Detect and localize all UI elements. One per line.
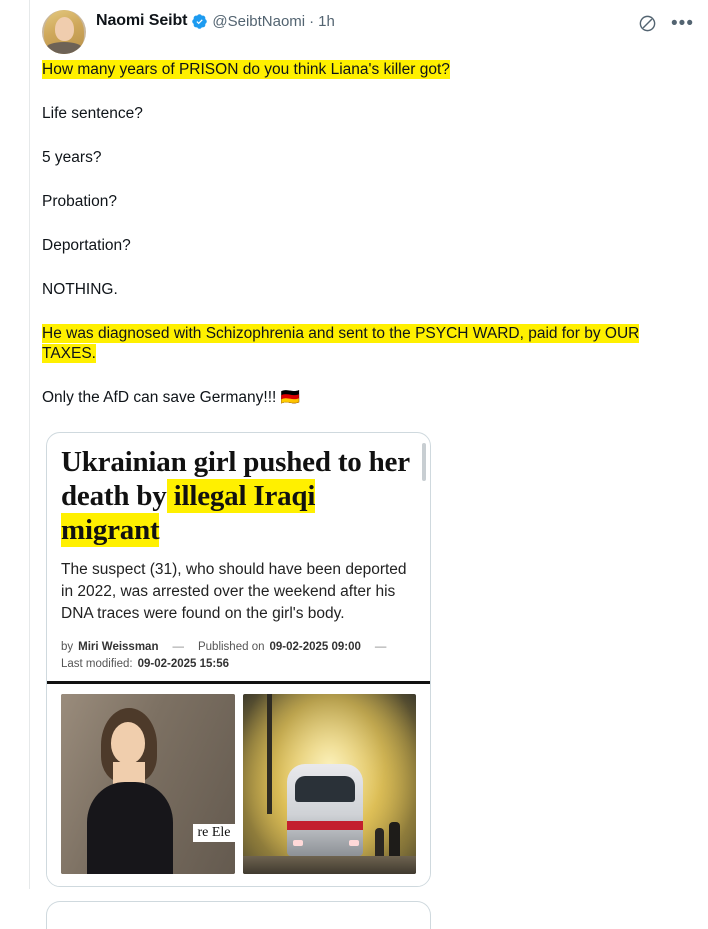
author-line (96, 10, 628, 30)
byline-dash-2: — (374, 641, 387, 653)
article-images (47, 684, 430, 886)
tweet-body (42, 60, 694, 408)
verified-badge-icon (191, 13, 208, 30)
tweet-paragraph-5: Deportation? (42, 237, 131, 254)
byline-published-value: 09-02-2025 09:00 (269, 641, 361, 653)
tweet-paragraph-1-text: How many years of PRISON do you think Liana's killer got? (42, 61, 450, 78)
article-byline (61, 639, 416, 681)
tweet-paragraph-3: 5 years? (42, 149, 102, 166)
article-card[interactable] (46, 432, 431, 887)
tweet-paragraph-1 (42, 60, 694, 80)
article-headline-plain: Ukrainian girl pushed to her death by (61, 446, 410, 512)
avatar[interactable] (42, 10, 86, 54)
article-headline-highlight: illegal Iraqi migrant (61, 480, 316, 546)
tweet-paragraph-8: Only the AfD can save Germany!!! 🇩🇪 (42, 389, 300, 406)
tweet-paragraph-7 (42, 324, 694, 364)
train-scene-photo[interactable] (243, 694, 417, 874)
header-actions (638, 10, 694, 33)
next-card-preview[interactable] (46, 901, 431, 929)
photo-rail (243, 856, 417, 874)
photo-train-light-left (293, 840, 303, 846)
photo-person-body (87, 782, 173, 874)
victim-photo[interactable] (61, 694, 235, 874)
byline-author: Miri Weissman (78, 641, 159, 653)
photo-pole (267, 694, 272, 814)
tweet-header (42, 10, 694, 54)
author-handle[interactable]: @SeibtNaomi (212, 12, 306, 30)
article-deck: The suspect (31), who should have been deported in 2022, was arrested over the weekend after his DNA traces were found on the girl's body. (61, 561, 407, 622)
photo-person-face (111, 722, 145, 764)
byline-dash-1: — (172, 641, 184, 653)
tweet-paragraph-7-text: He was diagnosed with Schizophrenia and sent to the PSYCH WARD, paid for by OUR TAXES. (42, 325, 640, 362)
avatar-face (55, 17, 74, 41)
byline-by-label: by (61, 641, 74, 653)
photo-train-band (287, 821, 363, 830)
header-separator: · (309, 12, 315, 30)
byline-modified-value: 09-02-2025 15:56 (137, 658, 230, 670)
photo-bystander-2 (375, 828, 384, 856)
byline-published-label: Published on (197, 641, 265, 653)
tweet-paragraph-4: Probation? (42, 193, 117, 210)
article-headline (61, 445, 416, 547)
card-scrollbar[interactable] (422, 443, 426, 481)
left-gutter (0, 0, 30, 889)
avatar-shoulders (46, 42, 82, 54)
more-options-icon[interactable]: ••• (671, 12, 694, 34)
tweet-paragraph-2: Life sentence? (42, 105, 143, 122)
photo-train-window (295, 776, 355, 802)
tweet-timestamp[interactable]: 1h (318, 12, 335, 30)
analytics-slash-icon[interactable] (638, 14, 657, 33)
photo-caption: re Ele (193, 824, 234, 842)
article-card-text (47, 433, 430, 681)
photo-train-light-right (349, 840, 359, 846)
photo-bystander-1 (389, 822, 400, 856)
tweet-container (30, 0, 708, 889)
byline-modified-label: Last modified: (61, 658, 133, 670)
tweet-paragraph-6: NOTHING. (42, 281, 118, 298)
author-display-name[interactable]: Naomi Seibt (96, 12, 188, 29)
